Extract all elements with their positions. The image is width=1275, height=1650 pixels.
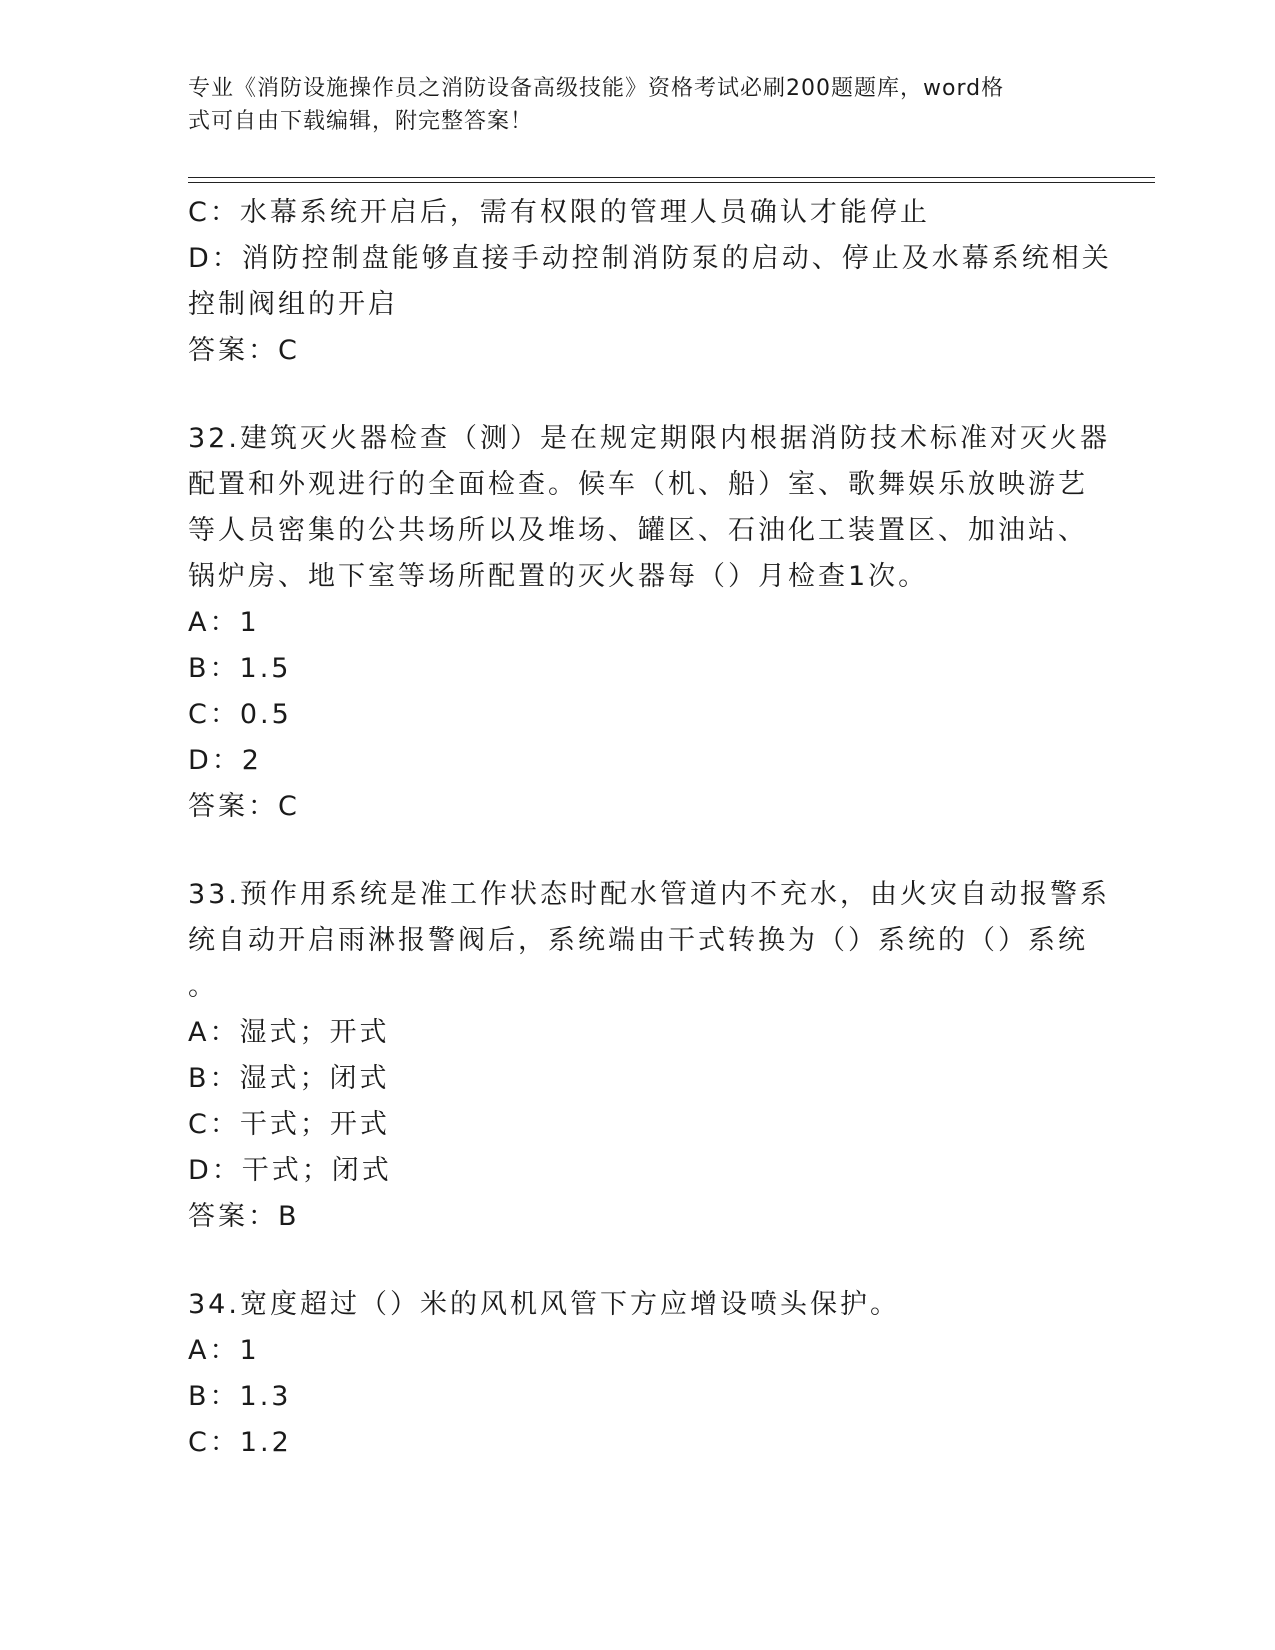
option-d: D：2 <box>188 745 262 776</box>
header-line-1: 专业《消防设施操作员之消防设备高级技能》资格考试必刷200题题库，word格 <box>188 76 1005 101</box>
option-b: B：1.5 <box>188 653 292 684</box>
question-32 <box>188 416 1110 830</box>
question-stem: 配置和外观进行的全面检查。候车（机、船）室、歌舞娱乐放映游艺 <box>188 469 1088 500</box>
answer: 答案：C <box>188 791 300 822</box>
document-header <box>188 72 1088 138</box>
option-c: C：0.5 <box>188 699 292 730</box>
option-d: D：干式；闭式 <box>188 1155 392 1186</box>
question-stem: 。 <box>188 971 218 1002</box>
answer: 答案：B <box>188 1201 300 1232</box>
option-c: C：干式；开式 <box>188 1109 390 1140</box>
option-b: B：湿式；闭式 <box>188 1063 390 1094</box>
question-33 <box>188 872 1110 1240</box>
question-stem: 统自动开启雨淋报警阀后，系统端由干式转换为（）系统的（）系统 <box>188 925 1088 956</box>
option-d-continued: 控制阀组的开启 <box>188 289 398 320</box>
question-stem: 等人员密集的公共场所以及堆场、罐区、石油化工装置区、加油站、 <box>188 515 1088 546</box>
question-stem: 32.建筑灭火器检查（测）是在规定期限内根据消防技术标准对灭火器 <box>188 423 1110 454</box>
question-stem: 34.宽度超过（）米的风机风管下方应增设喷头保护。 <box>188 1289 900 1320</box>
answer: 答案：C <box>188 335 300 366</box>
option-b: B：1.3 <box>188 1381 292 1412</box>
spacer <box>188 374 1088 416</box>
question-stem: 锅炉房、地下室等场所配置的灭火器每（）月检查1次。 <box>188 561 929 592</box>
header-divider-bottom <box>188 182 1155 183</box>
option-a: A：1 <box>188 607 260 638</box>
header-line-2: 式可自由下载编辑，附完整答案！ <box>188 109 534 134</box>
question-34 <box>188 1282 1088 1466</box>
header-divider-top <box>188 177 1155 178</box>
spacer <box>188 830 1088 872</box>
option-a: A：1 <box>188 1335 260 1366</box>
question-stem: 33.预作用系统是准工作状态时配水管道内不充水，由火灾自动报警系 <box>188 879 1110 910</box>
question-31-tail <box>188 190 1112 374</box>
option-a: A：湿式；开式 <box>188 1017 390 1048</box>
option-c: C：水幕系统开启后，需有权限的管理人员确认才能停止 <box>188 197 930 228</box>
question-content <box>188 190 1112 1466</box>
spacer <box>188 1240 1088 1282</box>
option-d: D：消防控制盘能够直接手动控制消防泵的启动、停止及水幕系统相关 <box>188 243 1112 274</box>
option-c: C：1.2 <box>188 1427 292 1458</box>
